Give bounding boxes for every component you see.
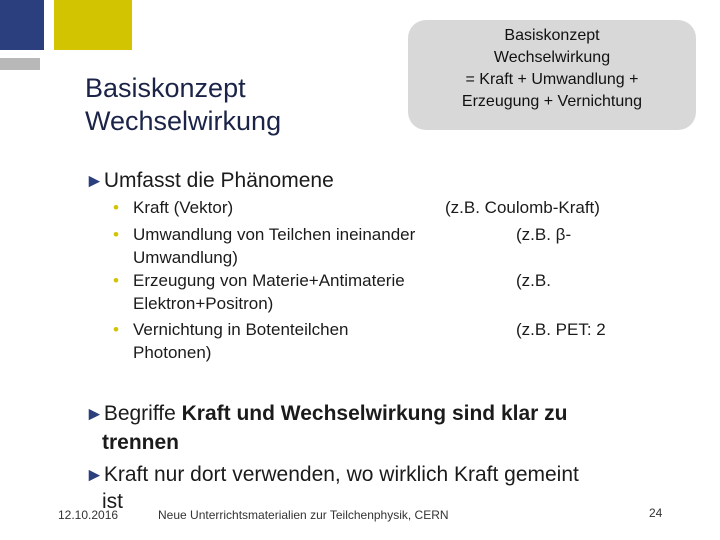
callout-line-4: Erzeugung + Vernichtung [461, 93, 643, 110]
sub-bullet-text: Erzeugung von Materie+Antimaterie [133, 271, 405, 290]
sub-bullet-example: (z.B. [516, 271, 551, 290]
bullet-dot-icon: • [113, 198, 119, 217]
footer-date: 12.10.2016 [58, 508, 119, 522]
callout-line-1: Basiskonzept [504, 27, 600, 44]
title-line-2: Wechselwirkung [85, 106, 282, 136]
sub-bullet-continuation: Photonen) [133, 343, 212, 362]
footer-source: Neue Unterrichtsmaterialien zur Teilchenphysik, CERN [158, 508, 449, 522]
slide-title [85, 72, 385, 138]
title-line-1: Basiskonzept [85, 73, 246, 103]
sub-bullet-text: Umwandlung von Teilchen ineinander [133, 225, 416, 244]
sub-bullet-continuation: Umwandlung) [133, 248, 238, 267]
bullet-dot-icon: • [113, 225, 119, 244]
callout-box [408, 20, 696, 130]
callout-line-2: Wechselwirkung [493, 49, 611, 66]
arrow-icon: ► [85, 465, 104, 486]
bullet-begriffe-bold-cont: trennen [102, 431, 180, 454]
arrow-icon: ► [85, 404, 104, 425]
bullet-begriffe-prefix: Begriffe [103, 402, 182, 425]
bullet-phenomena [85, 168, 334, 194]
logo-square-yellow [54, 0, 132, 50]
sub-bullet-example: (z.B. PET: 2 [516, 320, 606, 339]
callout-line-3: = Kraft + Umwandlung + [465, 71, 639, 88]
bullet-kraft-text-cont: ist [102, 490, 123, 513]
bullet-kraft-text: Kraft nur dort verwenden, wo wirklich Kraft gemeint [103, 463, 579, 486]
bullet-dot-icon: • [113, 320, 119, 339]
sub-bullet-continuation: Elektron+Positron) [133, 294, 274, 313]
page-number: 24 [649, 506, 663, 520]
sub-bullet-text: Vernichtung in Botenteilchen [133, 320, 349, 339]
sub-bullet-example: (z.B. Coulomb-Kraft) [445, 198, 600, 217]
bullet-dot-icon: • [113, 271, 119, 290]
logo-bar-grey [0, 58, 40, 70]
bullet-begriffe-bold: Kraft und Wechselwirkung sind klar zu [181, 402, 568, 425]
bullet-phenomena-text: Umfasst die Phänomene [103, 169, 334, 192]
logo-square-navy [0, 0, 44, 50]
bullet-begriffe [85, 400, 675, 457]
sub-bullet-text: Kraft (Vektor) [133, 198, 234, 217]
sub-bullet-example: (z.B. β- [516, 225, 572, 244]
arrow-icon: ► [85, 171, 104, 192]
